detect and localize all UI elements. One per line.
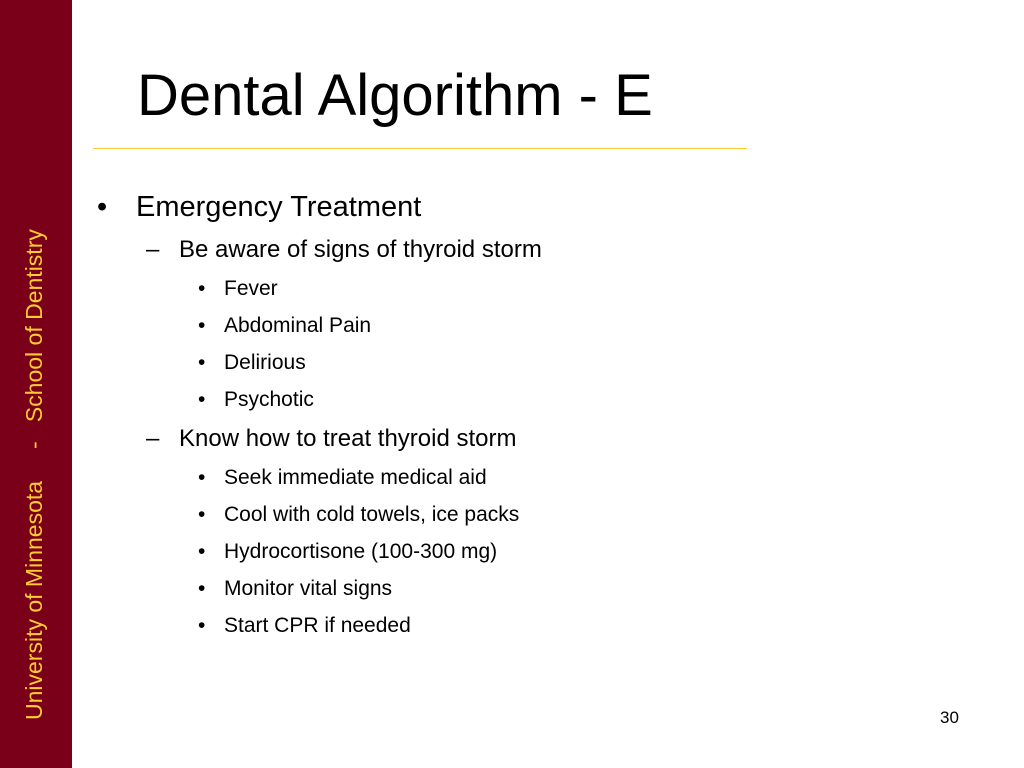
bullet-icon: • bbox=[198, 540, 206, 563]
bullet-icon: • bbox=[198, 314, 206, 337]
sidebar-band bbox=[0, 0, 72, 768]
list-item-text: Psychotic bbox=[224, 388, 314, 411]
bullet-icon: • bbox=[198, 388, 206, 411]
bullet-icon: • bbox=[198, 466, 206, 489]
list-item-text: Cool with cold towels, ice packs bbox=[224, 503, 520, 526]
bullet-text: Emergency Treatment bbox=[136, 191, 422, 223]
sub-bullet-text: Know how to treat thyroid storm bbox=[179, 425, 517, 452]
list-item-text: Abdominal Pain bbox=[224, 314, 372, 337]
sub-bullet-text: Be aware of signs of thyroid storm bbox=[179, 236, 542, 263]
bullet-icon: • bbox=[97, 191, 108, 223]
dash-icon: – bbox=[146, 425, 160, 452]
bullet-icon: • bbox=[198, 577, 206, 600]
bullet-icon: • bbox=[198, 614, 206, 637]
bullet-icon: • bbox=[198, 277, 206, 300]
title-divider bbox=[93, 148, 747, 149]
sidebar-institution-text: University of Minnesota - School of Dentistry bbox=[21, 229, 47, 720]
bullet-icon: • bbox=[198, 351, 206, 374]
slide-title: Dental Algorithm - E bbox=[137, 63, 653, 128]
list-item-text: Seek immediate medical aid bbox=[224, 466, 487, 489]
list-item-text: Monitor vital signs bbox=[224, 577, 393, 600]
list-item-text: Start CPR if needed bbox=[224, 614, 411, 637]
list-item-text: Fever bbox=[224, 277, 278, 300]
list-item-text: Hydrocortisone (100-300 mg) bbox=[224, 540, 498, 563]
bullet-icon: • bbox=[198, 503, 206, 526]
page-number: 30 bbox=[940, 708, 959, 727]
dash-icon: – bbox=[146, 236, 160, 263]
list-item-text: Delirious bbox=[224, 351, 306, 374]
